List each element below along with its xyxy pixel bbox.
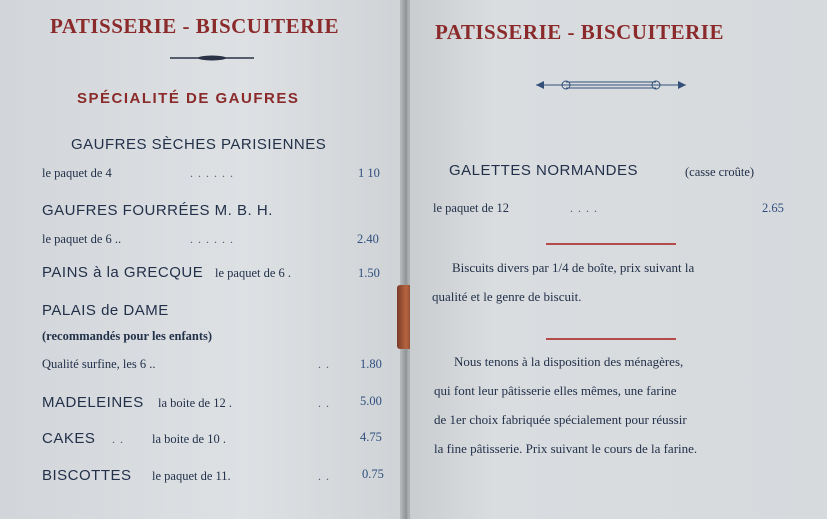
item-price: 2.65 — [762, 201, 784, 215]
right-page — [410, 0, 827, 519]
specialty-heading: SPÉCIALITÉ DE GAUFRES — [77, 90, 300, 107]
item-detail: le paquet de 6 . — [215, 266, 292, 280]
right-page-title: PATISSERIE - BISCUITERIE — [435, 20, 724, 44]
paragraph-line: qualité et le genre de biscuit. — [432, 289, 582, 304]
item-head: MADELEINES — [42, 394, 144, 411]
red-rule — [546, 338, 676, 340]
paragraph-line: Biscuits divers par 1/4 de boîte, prix suivant la — [452, 260, 695, 275]
leader-dots: . . . . . . — [190, 166, 234, 180]
item-head: PAINS à la GRECQUE — [42, 264, 204, 281]
leader-dots: . . — [318, 469, 330, 483]
leader-dots: . . — [318, 396, 330, 410]
item-price: 5.00 — [360, 394, 382, 408]
leader-dots: . . . . — [570, 201, 598, 215]
paragraph-line: qui font leur pâtisserie elles mêmes, une farine — [434, 383, 677, 398]
item-note: (recommandés pour les enfants) — [42, 329, 213, 343]
paragraph-flour — [434, 347, 806, 463]
item-price: 4.75 — [360, 430, 382, 444]
item-head: PALAIS de DAME — [42, 302, 169, 319]
leader-dots: . . — [112, 432, 124, 446]
paragraph-line: de 1er choix fabriquée spécialement pour réussir — [434, 412, 687, 427]
ornament-divider-icon — [170, 53, 254, 63]
item-head: GAUFRES FOURRÉES M. B. H. — [42, 202, 273, 219]
item-price: 0.75 — [362, 467, 384, 481]
item-detail: la boite de 10 . — [152, 432, 226, 446]
item-price: 1.50 — [358, 266, 380, 280]
paragraph-line: Nous tenons à la disposition des ménagères, — [454, 354, 684, 369]
item-detail: le paquet de 6 .. — [42, 232, 122, 246]
item-head: GALETTES NORMANDES — [449, 162, 639, 179]
leader-dots: . . . . . . — [190, 232, 234, 246]
item-detail: Qualité surfine, les 6 .. — [42, 357, 156, 371]
item-detail: la boite de 12 . — [158, 396, 232, 410]
left-page-title: PATISSERIE - BISCUITERIE — [50, 14, 339, 38]
item-note: (casse croûte) — [685, 165, 755, 179]
item-head: GAUFRES SÈCHES PARISIENNES — [71, 136, 327, 153]
item-detail: le paquet de 4 — [42, 166, 112, 180]
item-detail: le paquet de 12 — [433, 201, 510, 215]
item-price: 2.40 — [357, 232, 379, 246]
item-head: BISCOTTES — [42, 467, 132, 484]
paragraph-line: la fine pâtisserie. Prix suivant le cours de la farine. — [434, 441, 698, 456]
ornament-divider-icon — [536, 78, 686, 92]
item-price: 1.80 — [360, 357, 382, 371]
item-head: CAKES — [42, 430, 96, 447]
item-detail: le paquet de 11. — [152, 469, 231, 483]
red-rule — [546, 243, 676, 245]
left-page — [0, 0, 406, 519]
item-price: 1 10 — [358, 166, 380, 180]
paragraph-biscuits — [432, 253, 802, 311]
leader-dots: . . — [318, 357, 330, 371]
